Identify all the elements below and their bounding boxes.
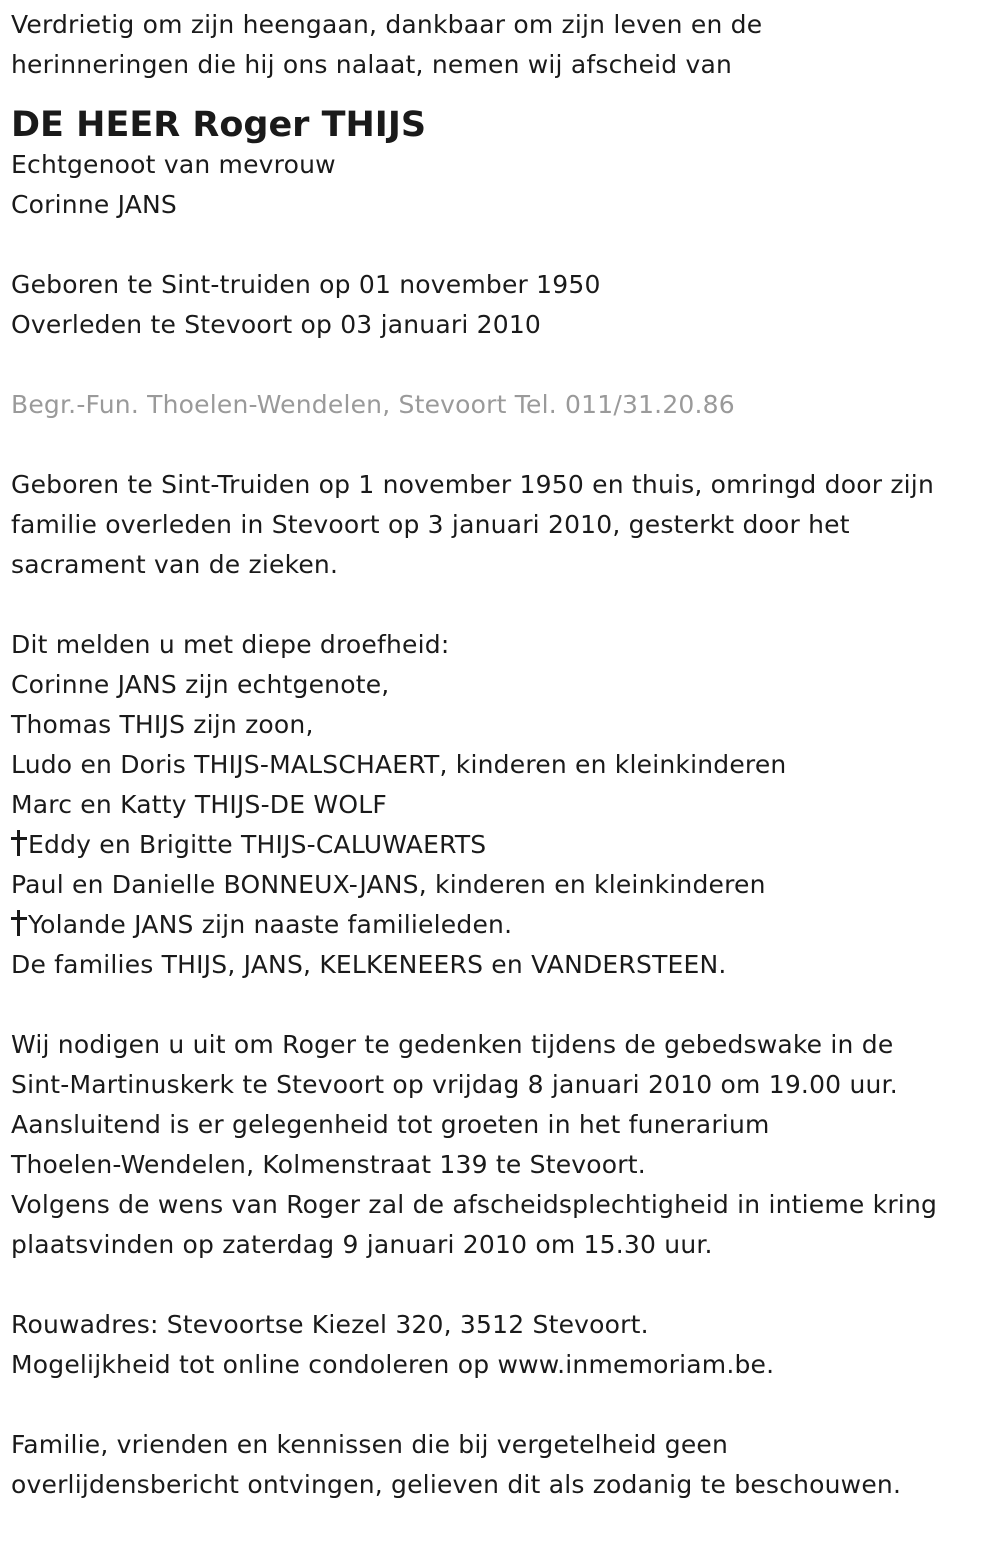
family-member: De families THIJS, JANS, KELKENEERS en VANDERSTEEN. [11, 950, 727, 979]
family-heading: Dit melden u met diepe droefheid: [11, 630, 450, 659]
death-date: Overleden te Stevoort op 03 januari 2010 [11, 310, 542, 339]
family-member-deceased [11, 825, 991, 865]
bio-line: familie overleden in Stevoort op 3 januari 2010, gesterkt door het [11, 510, 850, 539]
spacer [11, 985, 991, 1025]
cross-icon [11, 829, 27, 857]
spacer [11, 225, 991, 265]
invitation-line: Thoelen-Wendelen, Kolmenstraat 139 te Stevoort. [11, 1150, 646, 1179]
bio-line: sacrament van de zieken. [11, 550, 339, 579]
spacer [11, 1385, 991, 1425]
invitation-line: Wij nodigen u uit om Roger te gedenken tijdens de gebedswake in de [11, 1030, 894, 1059]
spacer [11, 425, 991, 465]
family-member-deceased [11, 905, 991, 945]
mourning-address: Rouwadres: Stevoortse Kiezel 320, 3512 Stevoort. [11, 1310, 649, 1339]
family-member: Thomas THIJS zijn zoon, [11, 710, 314, 739]
obituary-document [11, 5, 991, 1505]
family-member-name: Eddy en Brigitte THIJS-CALUWAERTS [28, 830, 487, 859]
invitation-line: Sint-Martinuskerk te Stevoort op vrijdag 8 januari 2010 om 19.00 uur. [11, 1070, 898, 1099]
closing-line: overlijdensbericht ontvingen, gelieven dit als zodanig te beschouwen. [11, 1470, 902, 1499]
family-member: Ludo en Doris THIJS-MALSCHAERT, kinderen en kleinkinderen [11, 750, 787, 779]
family-member: Marc en Katty THIJS-DE WOLF [11, 790, 387, 819]
funeral-home: Begr.-Fun. Thoelen-Wendelen, Stevoort Tel. 011/31.20.86 [11, 390, 735, 419]
online-condolence: Mogelijkheid tot online condoleren op www.inmemoriam.be. [11, 1350, 775, 1379]
family-member-name: Yolande JANS zijn naaste familieleden. [28, 910, 513, 939]
invitation-line: Volgens de wens van Roger zal de afscheidsplechtigheid in intieme kring [11, 1190, 938, 1219]
closing-line: Familie, vrienden en kennissen die bij vergetelheid geen [11, 1430, 729, 1459]
spacer [11, 1265, 991, 1305]
deceased-name: DE HEER Roger THIJS [11, 105, 427, 145]
spouse-line-2: Corinne JANS [11, 190, 177, 219]
bio-line: Geboren te Sint-Truiden op 1 november 1950 en thuis, omringd door zijn [11, 470, 934, 499]
intro-line-2: herinneringen die hij ons nalaat, nemen wij afscheid van [11, 50, 733, 79]
spacer [11, 585, 991, 625]
family-member: Paul en Danielle BONNEUX-JANS, kinderen en kleinkinderen [11, 870, 766, 899]
birth-date: Geboren te Sint-truiden op 01 november 1950 [11, 270, 601, 299]
intro-line-1: Verdrietig om zijn heengaan, dankbaar om zijn leven en de [11, 10, 763, 39]
family-member: Corinne JANS zijn echtgenote, [11, 670, 390, 699]
spouse-line-1: Echtgenoot van mevrouw [11, 150, 336, 179]
spacer [11, 345, 991, 385]
invitation-line: Aansluitend is er gelegenheid tot groeten in het funerarium [11, 1110, 770, 1139]
cross-icon [11, 909, 27, 937]
invitation-line: plaatsvinden op zaterdag 9 januari 2010 om 15.30 uur. [11, 1230, 713, 1259]
